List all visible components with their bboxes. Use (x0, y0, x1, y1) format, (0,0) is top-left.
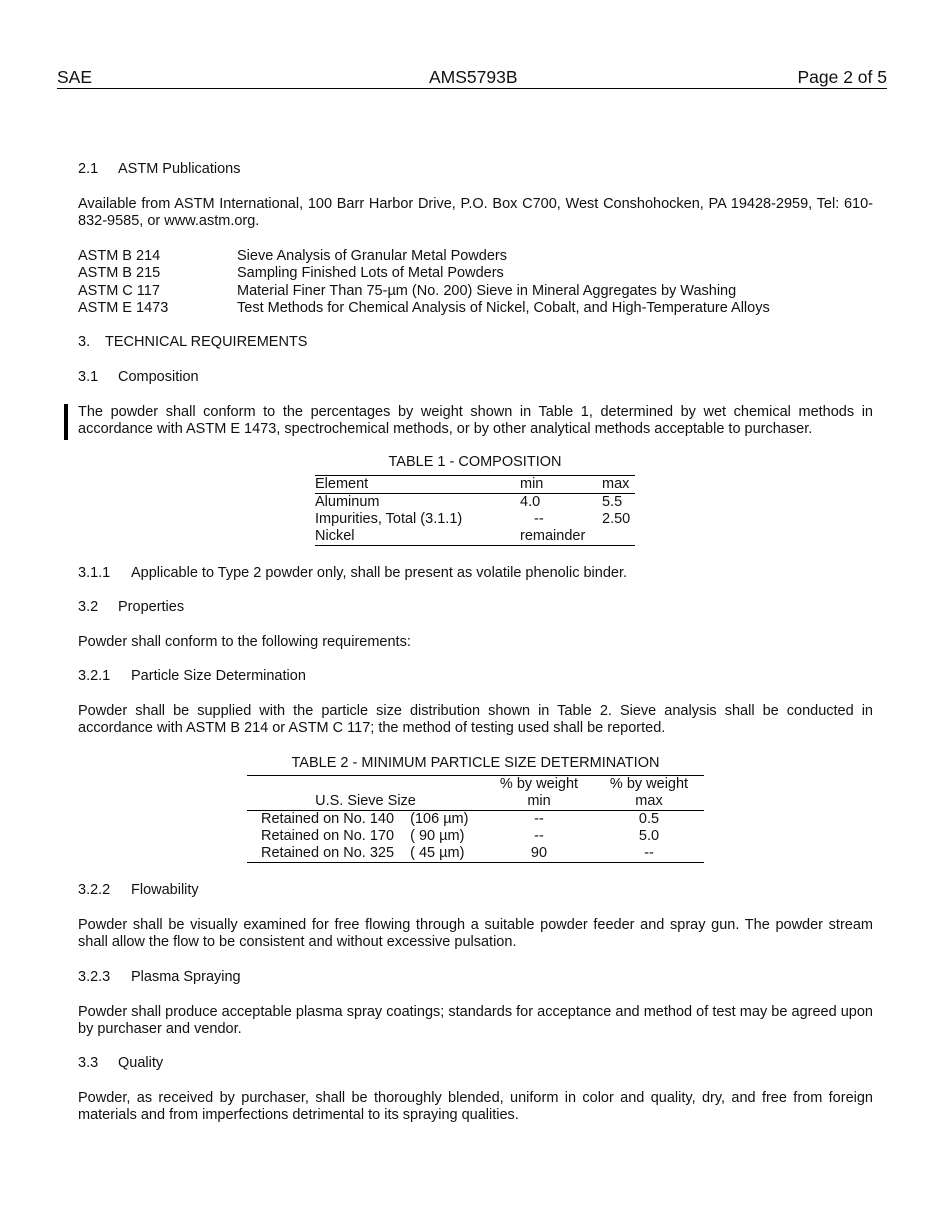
cell-max: 5.5 (602, 494, 623, 510)
reference-title: Sieve Analysis of Granular Metal Powders (237, 248, 507, 264)
section-title: TECHNICAL REQUIREMENTS (105, 334, 308, 350)
table-2-caption: TABLE 2 - MINIMUM PARTICLE SIZE DETERMINATION (291, 755, 660, 771)
col-max: max (635, 793, 663, 809)
table-row (247, 845, 704, 863)
section-title: Quality (118, 1055, 164, 1071)
reference-code: ASTM E 1473 (78, 299, 169, 316)
section-3-3-paragraph: Powder, as received by purchaser, shall be thoroughly blended, uniform in color and quality, dry, and free from foreign materials and from imperfections detrimental to its spraying qualities. (78, 1090, 873, 1123)
section-3-heading (78, 334, 307, 351)
section-3-2-2-heading (78, 882, 199, 899)
table-header-row (247, 776, 704, 794)
cell-sieve: Retained on No. 325 ( 45 µm) (261, 845, 465, 861)
col-min: min (527, 793, 551, 809)
table-row (247, 828, 704, 845)
section-title: ASTM Publications (118, 161, 241, 177)
cell-min: 90 (530, 845, 548, 861)
section-text: Applicable to Type 2 powder only, shall be present as volatile phenolic binder. (131, 565, 628, 581)
section-number: 3.3 (78, 1055, 99, 1071)
revision-change-bar (64, 404, 68, 440)
col-max-top: % by weight (609, 776, 689, 792)
col-element: Element (315, 476, 369, 492)
table-row (315, 511, 635, 528)
section-3-2-1-heading (78, 668, 306, 685)
reference-item (78, 300, 770, 317)
section-3-1-heading (78, 369, 199, 386)
section-number: 3.1.1 (78, 565, 111, 581)
cell-min: -- (534, 811, 544, 827)
col-sieve-size: U.S. Sieve Size (315, 793, 416, 809)
section-3-2-2-paragraph: Powder shall be visually examined for free flowing through a suitable powder feeder and spray gun. The powder stream shall allow the flow to be consistent and without excessive pulsation. (78, 917, 873, 950)
reference-code: ASTM B 215 (78, 265, 161, 282)
cell-min: remainder (520, 528, 586, 544)
section-title: Composition (118, 369, 199, 385)
table-row (315, 494, 635, 512)
section-2-1-paragraph: Available from ASTM International, 100 Barr Harbor Drive, P.O. Box C700, West Conshohocken, PA 19428-2959, Tel: 610-832-9585, or www.astm.org. (78, 196, 873, 229)
cell-element: Impurities, Total (3.1.1) (315, 511, 463, 527)
table-1-composition (315, 454, 635, 546)
section-number: 2.1 (78, 161, 99, 177)
section-3-2-1-paragraph: Powder shall be supplied with the particle size distribution shown in Table 2. Sieve analysis shall be conducted in accordance with ASTM B 214 or ASTM C 117; the method of testing used shall be reported. (78, 703, 873, 736)
cell-max: -- (644, 845, 654, 861)
col-max: max (602, 476, 630, 492)
section-number: 3. (78, 334, 91, 350)
section-3-2-3-heading (78, 969, 241, 986)
section-number: 3.2 (78, 599, 99, 615)
reference-item (78, 265, 770, 282)
cell-min: -- (534, 511, 544, 527)
section-3-2-3-paragraph: Powder shall produce acceptable plasma spray coatings; standards for acceptance and method of test may be agreed upon by purchaser and vendor. (78, 1004, 873, 1037)
reference-title: Material Finer Than 75-µm (No. 200) Sieve in Mineral Aggregates by Washing (237, 282, 737, 299)
reference-title: Sampling Finished Lots of Metal Powders (237, 265, 504, 282)
section-3-2-paragraph: Powder shall conform to the following requirements: (78, 634, 411, 650)
reference-code: ASTM C 117 (78, 282, 160, 299)
section-title: Plasma Spraying (131, 969, 241, 985)
section-3-2-heading (78, 599, 184, 616)
table-1-caption: TABLE 1 - COMPOSITION (388, 454, 562, 470)
section-3-3-heading (78, 1055, 163, 1072)
cell-min: 4.0 (520, 494, 541, 510)
cell-max: 0.5 (638, 811, 660, 827)
reference-item (78, 283, 770, 300)
section-3-1-1 (78, 565, 627, 582)
header-page-number: Page 2 of 5 (797, 67, 887, 87)
table-2-particle-size (247, 755, 704, 863)
col-min-top: % by weight (499, 776, 579, 792)
cell-element: Aluminum (315, 494, 380, 510)
header-org: SAE (57, 67, 93, 87)
cell-max: 2.50 (602, 511, 631, 527)
section-number: 3.2.1 (78, 668, 111, 684)
table-header-row (315, 476, 635, 494)
section-2-1-heading (78, 161, 241, 178)
table-row (247, 811, 704, 829)
section-number: 3.2.2 (78, 882, 111, 898)
cell-max: 5.0 (638, 828, 660, 844)
cell-min: -- (534, 828, 544, 844)
section-number: 3.1 (78, 369, 99, 385)
col-min: min (520, 476, 544, 492)
page-header (57, 68, 887, 89)
header-doc-number: AMS5793B (429, 67, 518, 87)
reference-code: ASTM B 214 (78, 248, 161, 264)
reference-list (78, 248, 770, 317)
cell-sieve: Retained on No. 140 (106 µm) (261, 811, 469, 827)
cell-sieve: Retained on No. 170 ( 90 µm) (261, 828, 465, 844)
section-3-1-paragraph: The powder shall conform to the percentages by weight shown in Table 1, determined by wet chemical methods in accordance with ASTM E 1473, spectrochemical methods, or by other analytical methods acceptable to purchaser. (78, 404, 873, 437)
table-row (315, 528, 635, 546)
section-title: Properties (118, 599, 185, 615)
reference-title: Test Methods for Chemical Analysis of Nickel, Cobalt, and High-Temperature Alloys (237, 299, 770, 316)
cell-element: Nickel (315, 528, 355, 544)
table-header-row (247, 793, 704, 811)
section-title: Particle Size Determination (131, 668, 306, 684)
reference-item (78, 248, 770, 265)
section-number: 3.2.3 (78, 969, 111, 985)
section-title: Flowability (131, 882, 199, 898)
